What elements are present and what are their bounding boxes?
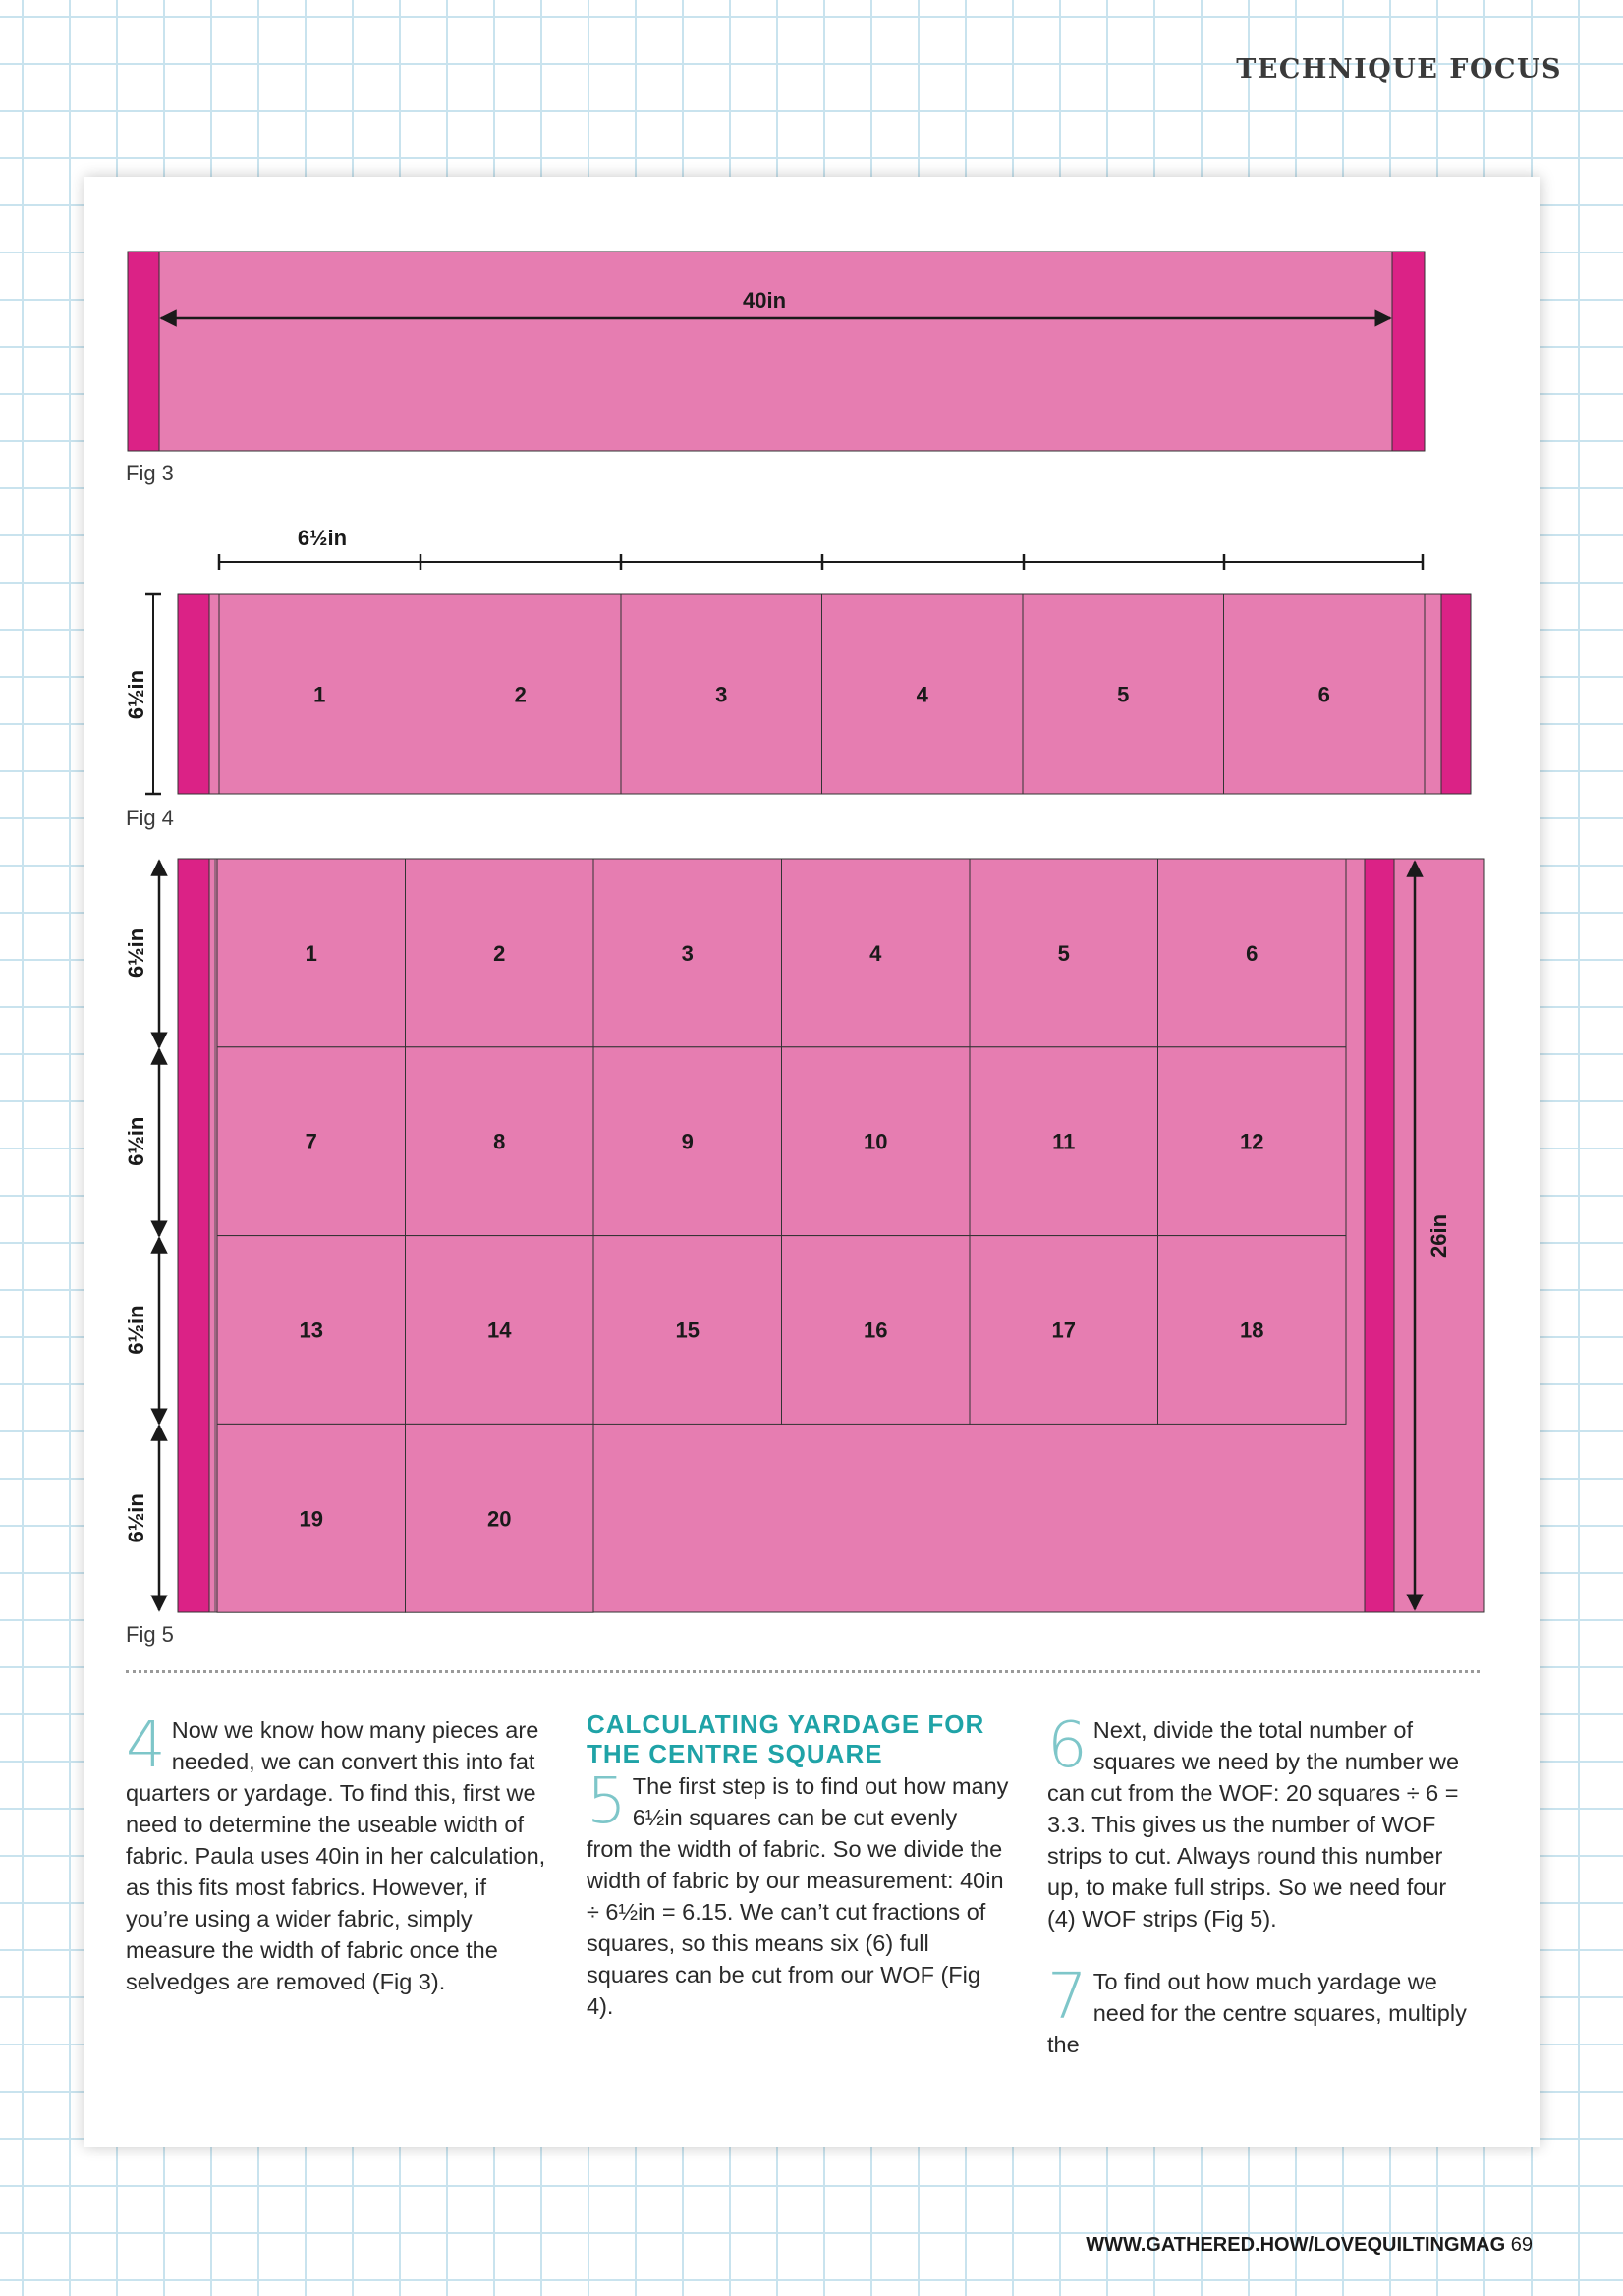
- step-6-text: Next, divide the total number of squares we need by the number we can cut from the WOF: 20 squares ÷ 6 = 3.3. This gives us the number of WOF strips to cut. Always round this number up, to make full strips. So we need four (4) WOF strips (Fig 5).: [1047, 1717, 1460, 1932]
- fig3-selvedge-left: [128, 252, 159, 451]
- section-divider: [126, 1670, 1480, 1673]
- fig5-square-15-number: 15: [675, 1317, 700, 1343]
- fig5-row-label-3: 6½in: [124, 1305, 148, 1355]
- fig5-square-8-number: 8: [493, 1129, 506, 1154]
- article-column-3: [1047, 1709, 1470, 2060]
- step-7-number: 7: [1047, 1961, 1088, 2034]
- fig5-selvedge-right: [1365, 859, 1394, 1612]
- step-4-paragraph: [126, 1709, 548, 1997]
- step-5-number: 5: [587, 1765, 627, 1838]
- section-heading: CALCULATING YARDAGE FOR THE CENTRE SQUARE: [587, 1709, 985, 1768]
- fig4-square-1-number: 1: [313, 682, 326, 707]
- fig4-height-label: 6½in: [124, 669, 148, 720]
- step-6-paragraph: [1047, 1709, 1470, 1934]
- fig5-square-10-number: 10: [864, 1129, 888, 1154]
- page-section-title: TECHNIQUE FOCUS: [1236, 54, 1562, 84]
- fig5-square-18-number: 18: [1240, 1317, 1264, 1343]
- fig5-square-4-number: 4: [869, 940, 882, 966]
- fig3-caption: Fig 3: [126, 461, 174, 485]
- figures-diagram: [84, 177, 1540, 1651]
- fig5-caption: Fig 5: [126, 1622, 174, 1647]
- fig3-width-label: 40in: [742, 288, 787, 312]
- fig5-square-1-number: 1: [305, 940, 317, 966]
- fig5-square-20-number: 20: [487, 1506, 512, 1532]
- fig5-square-14-number: 14: [487, 1317, 512, 1343]
- fig4-selvedge-right: [1441, 594, 1471, 794]
- content-card: [84, 177, 1540, 2147]
- fig3-diagram: [128, 252, 1425, 451]
- fig5-square-11-number: 11: [1052, 1129, 1076, 1154]
- step-7-paragraph: [1047, 1961, 1470, 2060]
- fig5-square-6-number: 6: [1246, 940, 1259, 966]
- fig5-square-9-number: 9: [681, 1129, 694, 1154]
- article-column-1: [126, 1709, 548, 1997]
- step-7-text: To find out how much yardage we need for the centre squares, multiply the: [1047, 1969, 1467, 2057]
- fig5-square-7-number: 7: [305, 1129, 317, 1154]
- fig4-selvedge-left: [178, 594, 209, 794]
- fig4-square-6-number: 6: [1317, 682, 1330, 707]
- fig4-square-5-number: 5: [1117, 682, 1130, 707]
- fig4-squares: [219, 594, 1425, 794]
- fig5-square-5-number: 5: [1057, 940, 1070, 966]
- fig5-square-16-number: 16: [864, 1317, 888, 1343]
- fig4-caption: Fig 4: [126, 806, 174, 830]
- fig4-square-width-label: 6½in: [297, 526, 348, 550]
- fig4-square-2-number: 2: [514, 682, 527, 707]
- step-6-number: 6: [1047, 1709, 1088, 1782]
- fig5-row-label-2: 6½in: [124, 1116, 148, 1166]
- fig5-square-3-number: 3: [681, 940, 694, 966]
- article-column-2: [587, 1709, 1009, 2022]
- fig4-square-4-number: 4: [916, 682, 928, 707]
- step-5-paragraph: [587, 1765, 1009, 2022]
- fig5-row-label-1: 6½in: [124, 927, 148, 978]
- fig5-square-17-number: 17: [1051, 1317, 1076, 1343]
- fig5-selvedge-left: [178, 859, 209, 1612]
- fig4-square-3-number: 3: [715, 682, 728, 707]
- fig5-row-label-4: 6½in: [124, 1493, 148, 1543]
- fig5-square-12-number: 12: [1240, 1129, 1264, 1154]
- fig3-selvedge-right: [1392, 252, 1425, 451]
- fig5-diagram: [124, 859, 1484, 1612]
- fig5-square-19-number: 19: [299, 1506, 323, 1532]
- fig5-square-13-number: 13: [299, 1317, 323, 1343]
- fig5-row-labels: [124, 928, 148, 1543]
- footer-url[interactable]: WWW.GATHERED.HOW/LOVEQUILTINGMAG: [1086, 2234, 1506, 2256]
- step-5-text: The first step is to find out how many 6½in squares can be cut evenly from the width of fabric. So we divide the width of fabric by our measurement: 40in ÷ 6½in = 6.15. We can’t cut fractions of squares, so this means six (6) full squares can be cut from our WOF (Fig 4).: [587, 1773, 1009, 2019]
- step-4-number: 4: [126, 1709, 166, 1782]
- fig3-fabric-strip: [128, 252, 1425, 451]
- page-number: 69: [1510, 2234, 1533, 2256]
- step-4-text: Now we know how many pieces are needed, we can convert this into fat quarters or yardage. To find this, first we need to determine the useable width of fabric. Paula uses 40in in her calculation, as this fits most fabrics. However, if you’re using a wider fabric, simply measure the width of fabric once the selvedges are removed (Fig 3).: [126, 1717, 546, 1994]
- page-footer: [1086, 2234, 1533, 2257]
- fig5-square-2-number: 2: [493, 940, 506, 966]
- fig5-height-label: 26in: [1427, 1213, 1451, 1259]
- fig4-diagram: [124, 526, 1471, 794]
